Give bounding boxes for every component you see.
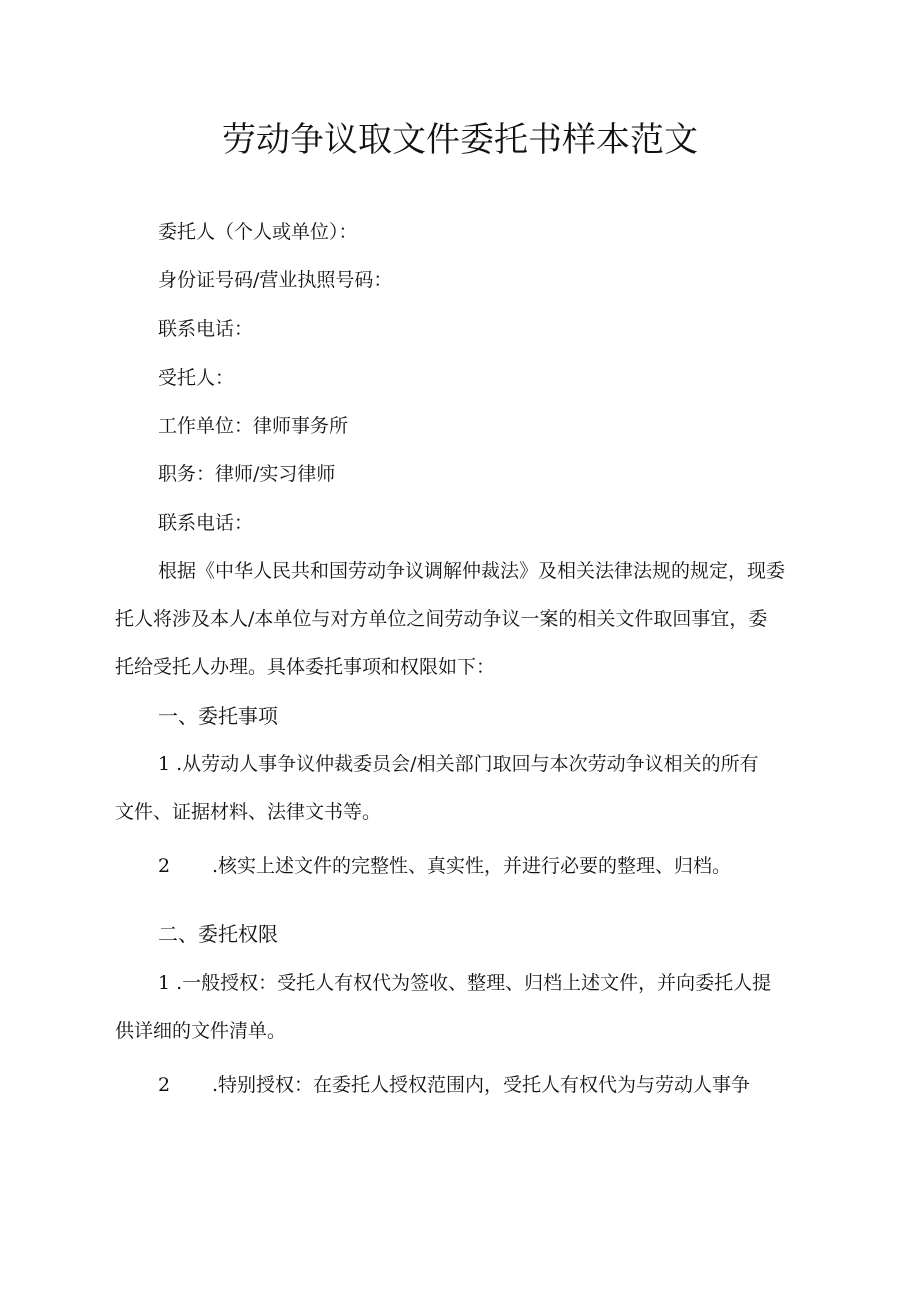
field-work-unit: 工作单位：律师事务所 xyxy=(158,415,349,437)
section-2-heading: 二、委托权限 xyxy=(158,922,278,946)
section-2-item-1-line-1: 1 .一般授权：受托人有权代为签收、整理、归档上述文件，并向委托人提 xyxy=(158,972,772,994)
field-principal: 委托人（个人或单位）： xyxy=(158,221,358,243)
field-principal-phone: 联系电话： xyxy=(158,318,254,340)
document-title: 劳动争议取文件委托书样本范文 xyxy=(222,120,698,160)
section-1-item-2-text: .核实上述文件的完整性、真实性，并进行必要的整理、归档。 xyxy=(212,855,732,877)
intro-line-1: 根据《中华人民共和国劳动争议调解仲裁法》及相关法律法规的规定，现委 xyxy=(158,560,786,582)
intro-line-3: 托给受托人办理。具体委托事项和权限如下： xyxy=(115,656,496,678)
field-id-number: 身份证号码/营业执照号码： xyxy=(158,269,393,291)
field-agent: 受托人： xyxy=(158,367,235,389)
intro-line-2: 托人将涉及本人/本单位与对方单位之间劳动争议一案的相关文件取回事宜，委 xyxy=(115,608,768,630)
section-2-item-2-text: .特别授权：在委托人授权范围内，受托人有权代为与劳动人事争 xyxy=(212,1074,751,1096)
field-position: 职务：律师/实习律师 xyxy=(158,463,336,485)
section-1-heading: 一、委托事项 xyxy=(158,704,278,728)
field-agent-phone: 联系电话： xyxy=(158,512,254,534)
section-1-item-1-line-1: 1 .从劳动人事争议仲裁委员会/相关部门取回与本次劳动争议相关的所有 xyxy=(158,753,759,775)
section-2-item-2-number: 2 xyxy=(158,1074,171,1096)
section-1-item-1-line-2: 文件、证据材料、法律文书等。 xyxy=(115,801,382,823)
section-1-item-2-number: 2 xyxy=(158,855,171,877)
section-2-item-1-line-2: 供详细的文件清单。 xyxy=(115,1020,287,1042)
